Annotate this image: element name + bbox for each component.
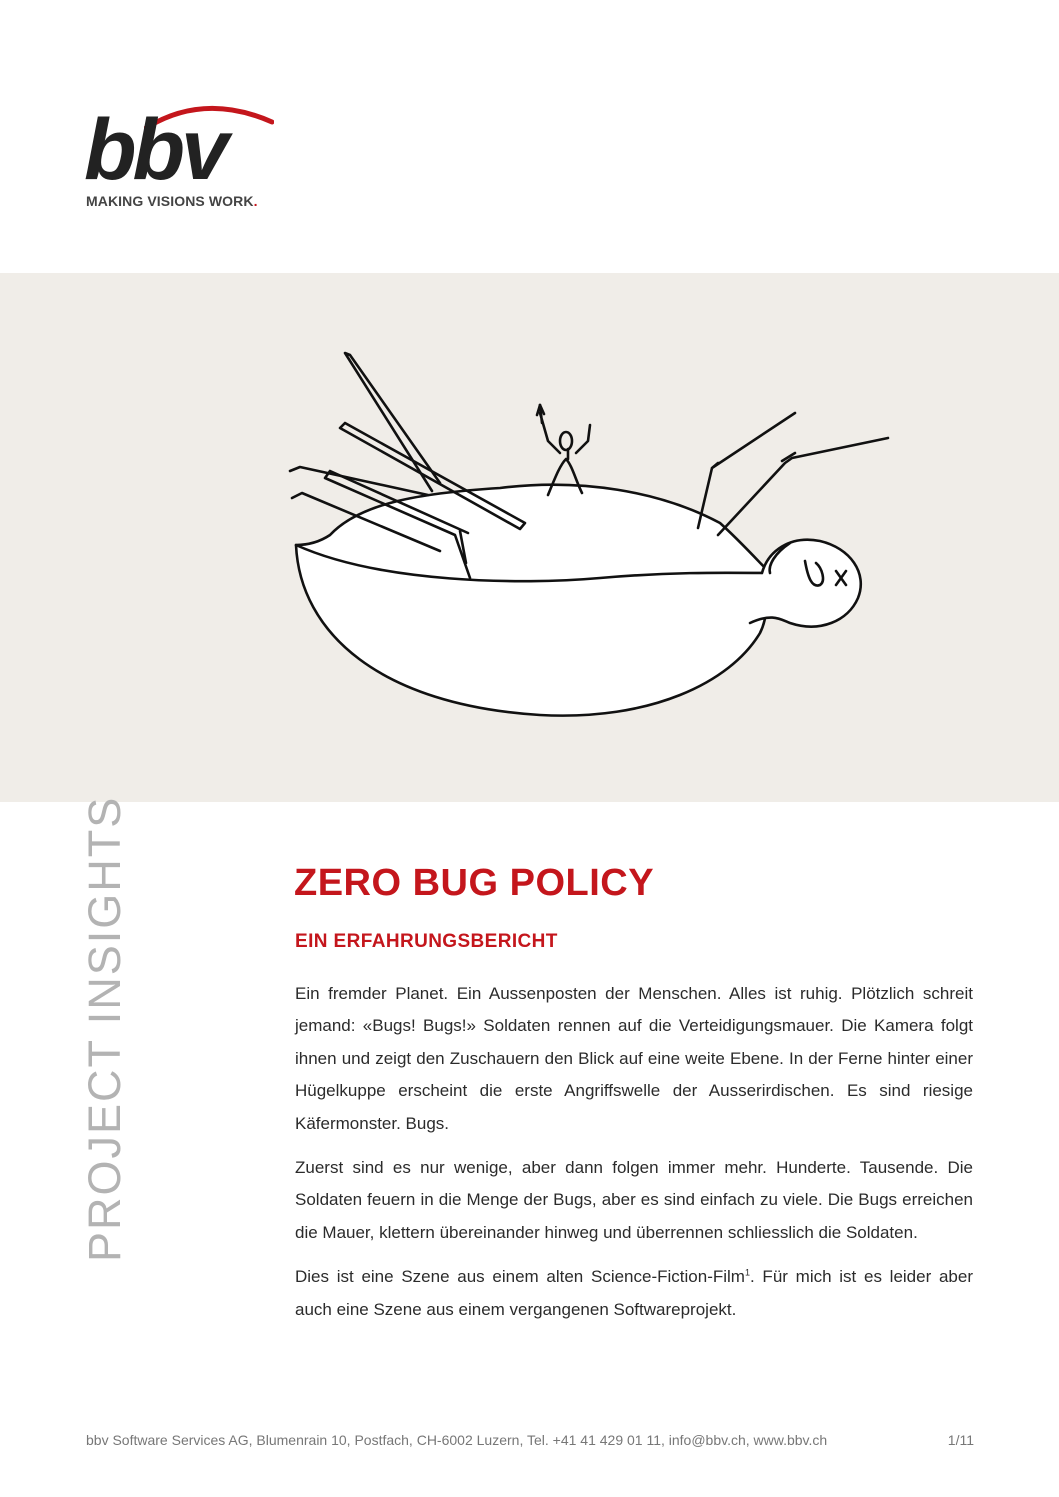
paragraph: Zuerst sind es nur wenige, aber dann folgen immer mehr. Hunderte. Tausende. Die Soldaten feuern in die Menge der Bugs, aber es sind einfach zu viele. Die Bugs erreichen die Mauer, klettern übereinander hinweg und überrennen schliesslich die Soldaten. bbox=[295, 1158, 973, 1242]
paragraph: Dies ist eine Szene aus einem alten Science-Fiction-Film$^1$. Für mich ist es leider aber auch eine Szene aus einem vergangenen Softwareprojekt. bbox=[295, 1267, 973, 1319]
bbv-logo bbox=[84, 100, 284, 215]
paragraph: Ein fremder Planet. Ein Aussenposten der Menschen. Alles ist ruhig. Plötzlich schreit jemand: «Bugs! Bugs!» Soldaten rennen auf die Verteidigungsmauer. Die Kamera folgt ihnen und zeigt den Zuschauern den Blick auf eine weite Ebene. In der Ferne hinter einer Hügelkuppe erscheint die erste Angriffswelle der Ausserirdischen. Es sind riesige Käfermonster. Bugs. bbox=[295, 984, 973, 1133]
footer-address: bbv Software Services AG, Blumenrain 10, Postfach, CH-6002 Luzern, Tel. +41 41 429 01 11, info@bbv.ch, www.bbv.ch bbox=[86, 1432, 828, 1448]
dead-bug-illustration bbox=[0, 273, 1059, 802]
article-body bbox=[295, 978, 973, 1338]
hero-illustration-panel bbox=[0, 273, 1059, 802]
article-subtitle: EIN ERFAHRUNGSBERICHT bbox=[295, 931, 558, 952]
article-title: ZERO BUG POLICY bbox=[294, 862, 655, 904]
page-footer bbox=[86, 1432, 974, 1448]
logo-tagline: MAKING VISIONS WORK. bbox=[86, 193, 258, 209]
side-label-project-insights: PROJECT INSIGHTS bbox=[79, 795, 130, 1262]
footnote-marker[interactable]: 1 bbox=[744, 1267, 750, 1278]
logo-wordmark: bbv bbox=[84, 102, 225, 198]
page-number: 1/11 bbox=[947, 1432, 974, 1448]
